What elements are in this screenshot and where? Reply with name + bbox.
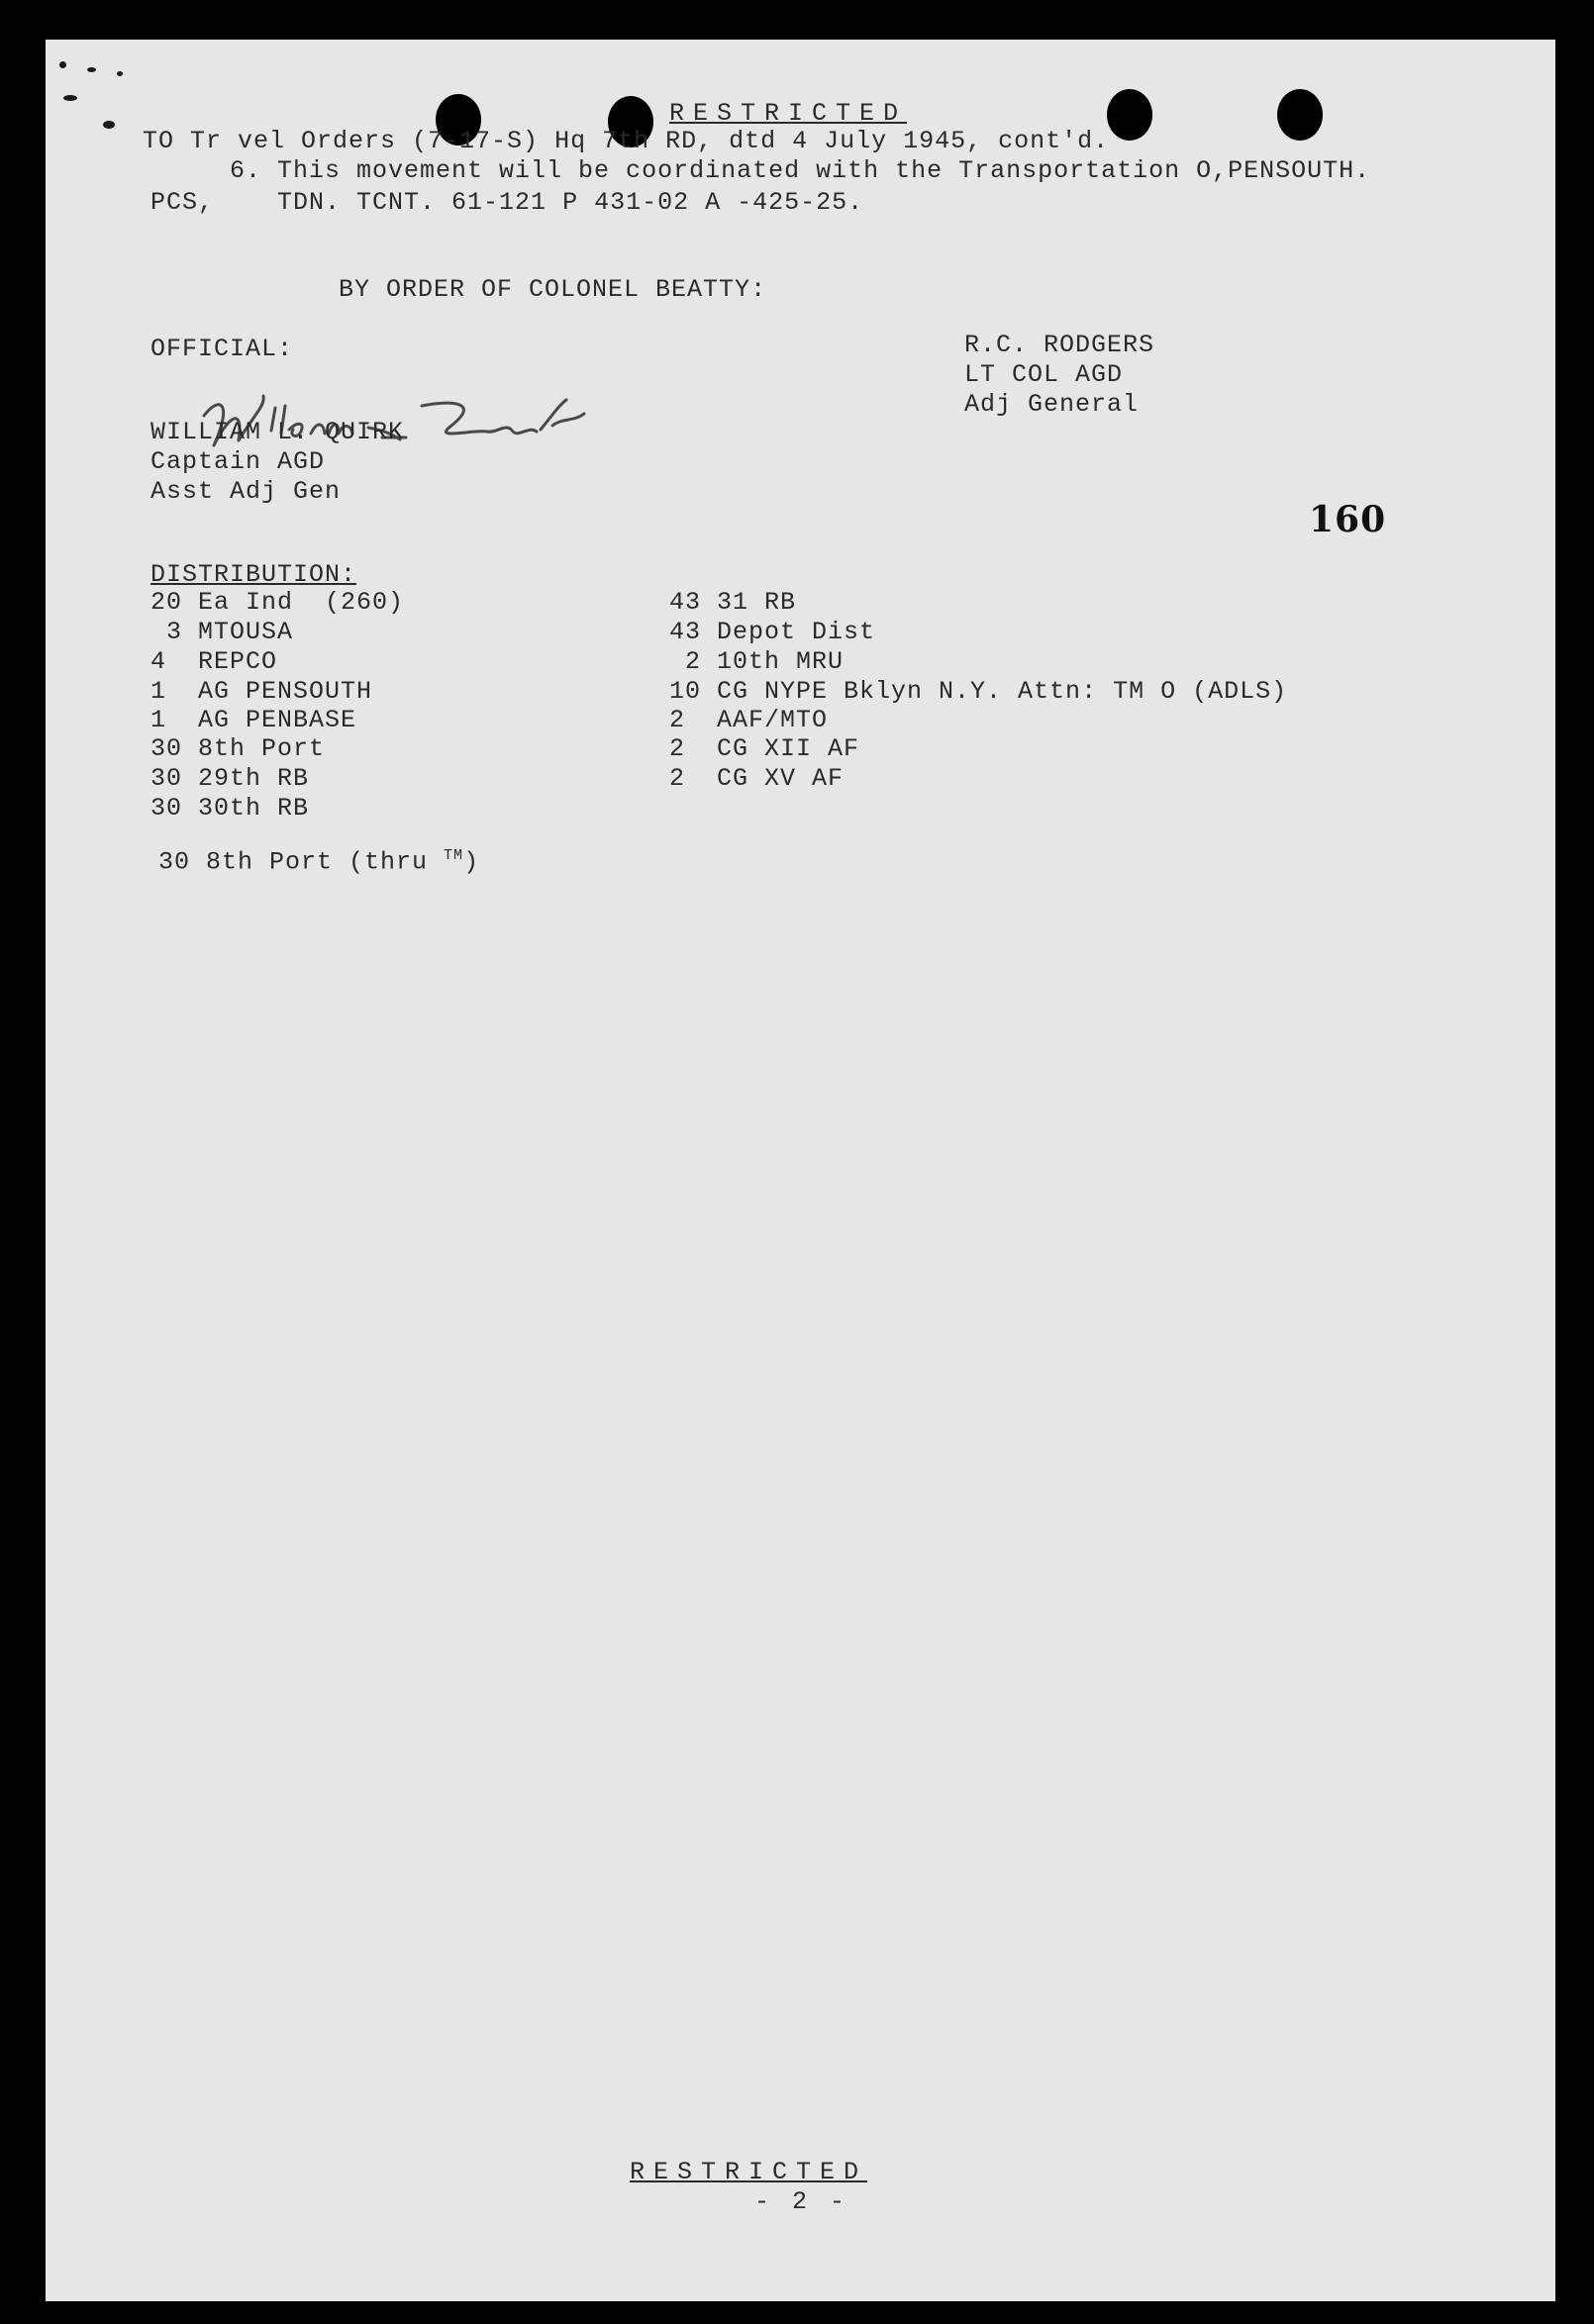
distribution-extra-close: ) [463, 847, 480, 877]
accounting-line: PCS, TDN. TCNT. 61-121 P 431-02 A -425-25. [150, 188, 864, 217]
commander-name: R.C. RODGERS [964, 331, 1155, 359]
distribution-heading: DISTRIBUTION: [150, 560, 357, 589]
distribution-left-item: 30 8th Port [150, 734, 326, 763]
order-reference-line: TO Tr vel Orders (7-17-S) Hq 7th RD, dtd 4 July 1945, cont'd. [143, 127, 1110, 155]
distribution-left-item: 30 30th RB [150, 794, 310, 823]
distribution-extra-superscript: TM [444, 847, 464, 864]
ink-speck [63, 95, 77, 101]
distribution-right-item: 2 AAF/MTO [669, 706, 829, 734]
official-label: OFFICIAL: [150, 335, 294, 363]
document-page [46, 40, 1555, 2301]
commander-title: Adj General [964, 390, 1140, 419]
signer-title: Asst Adj Gen [150, 477, 342, 506]
ink-speck [117, 71, 123, 76]
footer-page-number: - 2 - [754, 2187, 849, 2216]
distribution-right-item: 10 CG NYPE Bklyn N.Y. Attn: TM O (ADLS) [669, 677, 1288, 706]
distribution-left-item: 4 REPCO [150, 647, 278, 676]
distribution-left-item: 20 Ea Ind (260) [150, 588, 405, 617]
distribution-extra-line [158, 841, 479, 877]
ink-speck [103, 121, 115, 129]
distribution-right-item: 2 CG XII AF [669, 734, 860, 763]
distribution-right-item: 2 CG XV AF [669, 764, 845, 793]
distribution-right-item: 2 10th MRU [669, 647, 845, 676]
ink-speck [87, 67, 96, 72]
distribution-left-item: 1 AG PENSOUTH [150, 677, 373, 706]
signer-rank: Captain AGD [150, 447, 326, 476]
distribution-right-item: 43 Depot Dist [669, 618, 876, 646]
footer-classification: RESTRICTED [630, 2158, 868, 2186]
distribution-right-item: 43 31 RB [669, 588, 797, 617]
commander-rank: LT COL AGD [964, 360, 1124, 389]
distribution-left-item: 3 MTOUSA [150, 618, 294, 646]
by-order-line: BY ORDER OF COLONEL BEATTY: [339, 275, 767, 304]
paragraph-6: 6. This movement will be coordinated with the Transportation O,PENSOUTH. [230, 156, 1371, 185]
header-classification: RESTRICTED [669, 99, 908, 128]
stamped-page-number: 160 [1309, 499, 1387, 540]
distribution-left-item: 1 AG PENBASE [150, 706, 357, 734]
signer-name: WILLIAM L. QUIRK [150, 418, 405, 446]
punch-hole [1277, 89, 1323, 141]
distribution-extra-text: 30 8th Port (thru [158, 847, 445, 877]
punch-hole [1107, 89, 1152, 141]
ink-speck [59, 61, 66, 68]
distribution-left-item: 30 29th RB [150, 764, 310, 793]
